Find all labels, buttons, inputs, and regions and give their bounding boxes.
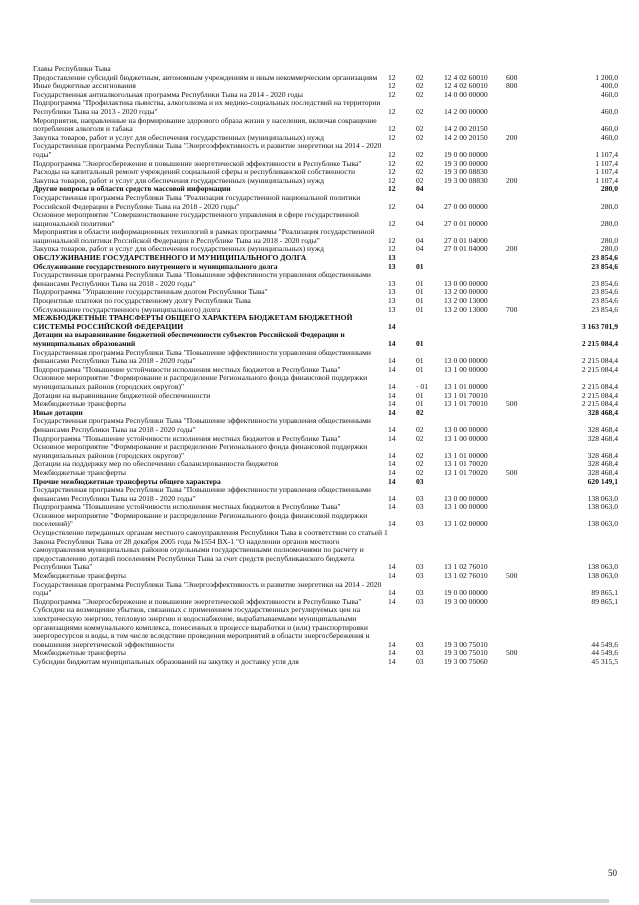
table-row bbox=[33, 211, 618, 228]
row-section: 12 bbox=[388, 218, 396, 228]
row-amount: 44 549,6 bbox=[591, 648, 618, 658]
row-subsection: 02 bbox=[416, 106, 424, 116]
row-expense-type bbox=[506, 160, 544, 169]
row-target-article: 13 1 01 70020 bbox=[444, 459, 488, 469]
row-expense-type bbox=[506, 263, 544, 272]
row-expense-type bbox=[506, 142, 544, 159]
table-row bbox=[33, 271, 618, 288]
row-expense-type bbox=[506, 598, 544, 607]
row-section: 14 bbox=[388, 502, 396, 512]
row-section: 14 bbox=[388, 339, 396, 348]
row-expense-type bbox=[506, 374, 544, 391]
row-subsection: · 01 bbox=[416, 381, 429, 391]
row-section: 12 bbox=[388, 167, 396, 177]
row-name: Подпрограмма "Повышение устойчивости исполнения местных бюджетов в Республике Тыва" bbox=[33, 364, 341, 374]
row-amount: 460,0 bbox=[600, 132, 618, 142]
row-expense-type bbox=[506, 512, 544, 529]
row-target-article bbox=[444, 185, 506, 194]
row-amount: 23 854,6 bbox=[591, 253, 618, 263]
row-amount: 1 107,4 bbox=[595, 175, 618, 185]
row-amount: 45 315,5 bbox=[591, 656, 618, 666]
table-row bbox=[33, 99, 618, 116]
row-name: Предоставление субсидий бюджетным, автономным учреждениям и иным некоммерческим организациям bbox=[33, 72, 378, 82]
row-section: 14 bbox=[388, 424, 396, 434]
row-section: 12 bbox=[388, 124, 396, 134]
row-target-article bbox=[444, 263, 506, 272]
row-amount: 2 215 084,4 bbox=[581, 390, 618, 400]
row-target-article: 14 2 00 20150 bbox=[444, 132, 488, 142]
row-expense-type: 500 bbox=[506, 571, 518, 581]
row-amount: 280,0 bbox=[600, 235, 618, 245]
row-name: Государственная программа Республики Тыва "Энергоэффективность и развитие энергетики на 2014 - 2020 годы" bbox=[33, 141, 382, 159]
row-expense-type: 800 bbox=[506, 81, 518, 91]
row-target-article bbox=[444, 254, 506, 263]
row-subsection: 02 bbox=[416, 167, 424, 177]
row-target-article: 13 0 00 00000 bbox=[444, 356, 488, 366]
row-target-article: 13 2 00 13000 bbox=[444, 296, 488, 306]
row-target-article: 14 0 00 00000 bbox=[444, 89, 488, 99]
row-target-article: 19 0 00 00000 bbox=[444, 588, 488, 598]
row-section: 12 bbox=[388, 175, 396, 185]
row-subsection: 02 bbox=[416, 81, 424, 91]
row-amount: 2 215 084,4 bbox=[581, 381, 618, 391]
row-name: Субсидии бюджетам муниципальных образований на закупку и доставку угля для bbox=[33, 656, 299, 666]
row-section: 12 bbox=[388, 149, 396, 159]
row-section: 14 bbox=[388, 596, 396, 606]
row-section: 14 bbox=[388, 450, 396, 460]
row-name: Осуществление переданных органам местного самоуправления Республики Тыва в соответствии со статьей 1 Закона Республики Тыва от 28 декабря 2005 года №1554 ВХ-1 "О наделении органов местного самоуправления муниципальных районов отдельными государственными полномочиями по расчету и предоставлению дотаций поселениям Республики Тыва за счет средств республиканского бюджета Республики Тыва" bbox=[33, 528, 388, 572]
row-name: Прочие межбюджетные трансферты общего характера bbox=[33, 476, 221, 486]
row-section: 12 bbox=[388, 106, 396, 116]
row-expense-type bbox=[506, 658, 544, 667]
row-section: 14 bbox=[388, 364, 396, 374]
row-subsection: 03 bbox=[416, 656, 424, 666]
row-name: Государственная программа Республики Тыва "Повышение эффективности управления общественными финансами Республики Тыва на 2018 - 2020 годы" bbox=[33, 485, 371, 503]
row-name: Другие вопросы в области средств массовой информации bbox=[33, 184, 231, 194]
row-amount: 23 854,6 bbox=[591, 261, 618, 271]
row-amount: 138 063,0 bbox=[587, 502, 618, 512]
row-expense-type bbox=[506, 91, 544, 100]
row-amount: 23 854,6 bbox=[591, 287, 618, 297]
row-section: 12 bbox=[388, 81, 396, 91]
table-row bbox=[33, 331, 618, 348]
budget-table bbox=[33, 65, 618, 667]
row-name: Основное мероприятие "Формирование и распределение Регионального фонда финансовой поддержки муниципальных районов (городских округов)" bbox=[33, 442, 368, 460]
row-name: МЕЖБЮДЖЕТНЫЕ ТРАНСФЕРТЫ ОБЩЕГО ХАРАКТЕРА БЮДЖЕТАМ БЮДЖЕТНОЙ СИСТЕМЫ РОССИЙСКОЙ ФЕДЕРАЦИИ bbox=[33, 313, 353, 331]
row-section: 14 bbox=[388, 390, 396, 400]
row-target-article: 13 1 02 76010 bbox=[444, 571, 488, 581]
row-subsection: 02 bbox=[416, 175, 424, 185]
row-target-article: 27 0 01 04000 bbox=[444, 235, 488, 245]
table-row bbox=[33, 349, 618, 366]
row-name: Субсидии на возмещение убытков, связанных с применением государственных регулируемых цен на электрическую энергию, тепловую энергию и водоснабжение, вырабатываемыми муниципальными организациями коммунального комплекса, понесенных в процессе выработки и (или) транспортировки энергоресурсов и воды, в том числе вследствие проведения мероприятий в области энергосбережения и повышения энергетической эффективности bbox=[33, 605, 370, 649]
row-name: Основное мероприятие "Формирование и распределение Регионального фонда финансовой поддержки поселений)" bbox=[33, 510, 368, 529]
row-target-article: 19 3 00 75060 bbox=[444, 656, 488, 666]
row-name: Подпрограмма "Энергосбережение и повышение энергетической эффективности в Республике Тыва" bbox=[33, 158, 362, 168]
row-subsection: 01 bbox=[416, 296, 424, 306]
row-expense-type bbox=[506, 271, 544, 288]
row-target-article: 13 0 00 00000 bbox=[444, 424, 488, 434]
row-expense-type bbox=[506, 194, 544, 211]
row-target-article: 19 3 00 08830 bbox=[444, 167, 488, 177]
row-expense-type bbox=[506, 417, 544, 434]
row-target-article bbox=[444, 409, 506, 418]
page-number: 50 bbox=[608, 868, 617, 878]
row-target-article: 19 3 00 00000 bbox=[444, 596, 488, 606]
row-expense-type bbox=[506, 478, 544, 487]
row-expense-type bbox=[506, 185, 544, 194]
row-expense-type bbox=[506, 443, 544, 460]
row-target-article: 19 3 00 00000 bbox=[444, 158, 488, 168]
row-subsection: 03 bbox=[416, 476, 424, 486]
row-target-article: 13 1 01 70010 bbox=[444, 399, 488, 409]
row-section: 12 bbox=[388, 72, 396, 82]
table-row bbox=[33, 228, 618, 245]
row-amount: 328 468,4 bbox=[587, 450, 618, 460]
row-section: 12 bbox=[388, 201, 396, 211]
row-amount: 280,0 bbox=[600, 184, 618, 194]
row-subsection: 02 bbox=[416, 424, 424, 434]
row-target-article: 14 2 00 20150 bbox=[444, 124, 488, 134]
row-name: Мероприятия в области информационных технологий в рамках программы "Реализация государственной национальной политики Российской Федерации в Республике Тыва на 2018 - 2020 годы" bbox=[33, 227, 375, 245]
row-expense-type bbox=[506, 581, 544, 598]
row-target-article bbox=[444, 314, 506, 331]
row-subsection: 03 bbox=[416, 502, 424, 512]
row-amount: 44 549,6 bbox=[591, 639, 618, 649]
row-subsection: 04 bbox=[416, 218, 424, 228]
row-section: 12 bbox=[388, 89, 396, 99]
row-name: Подпрограмма "Повышение устойчивости исполнения местных бюджетов в Республике Тыва" bbox=[33, 433, 341, 443]
row-target-article: 27 0 00 00000 bbox=[444, 201, 488, 211]
row-expense-type: 700 bbox=[506, 304, 518, 314]
row-subsection: 01 bbox=[416, 399, 424, 409]
row-amount: 460,0 bbox=[600, 124, 618, 134]
table-row bbox=[33, 374, 618, 391]
row-amount: 138 063,0 bbox=[587, 571, 618, 581]
row-subsection: 02 bbox=[416, 433, 424, 443]
row-expense-type bbox=[506, 314, 544, 331]
row-section: 14 bbox=[388, 493, 396, 503]
row-amount: 2 215 084,4 bbox=[581, 356, 618, 366]
table-row bbox=[33, 417, 618, 434]
row-expense-type bbox=[506, 254, 544, 263]
budget-table-body bbox=[33, 65, 618, 667]
row-expense-type: 500 bbox=[506, 648, 518, 658]
row-subsection: 03 bbox=[416, 596, 424, 606]
row-subsection: 02 bbox=[416, 158, 424, 168]
row-subsection: 01 bbox=[416, 356, 424, 366]
row-section: 13 bbox=[388, 278, 396, 288]
row-target-article: 13 1 01 70010 bbox=[444, 390, 488, 400]
row-section: 14 bbox=[388, 519, 396, 529]
row-section: 12 bbox=[388, 235, 396, 245]
row-amount: 328 468,4 bbox=[587, 407, 618, 417]
row-amount: 328 468,4 bbox=[587, 459, 618, 469]
row-amount: 620 149,1 bbox=[587, 476, 618, 486]
row-target-article: 14 2 00 00000 bbox=[444, 106, 488, 116]
row-subsection: 03 bbox=[416, 639, 424, 649]
row-name: Подпрограмма "Управление государственным долгом Республики Тыва" bbox=[33, 287, 268, 297]
row-amount: 138 063,0 bbox=[587, 562, 618, 572]
row-expense-type: 200 bbox=[506, 132, 518, 142]
row-name: Межбюджетные трансферты bbox=[33, 399, 126, 409]
row-amount: 89 865,1 bbox=[591, 588, 618, 598]
row-amount: 328 468,4 bbox=[587, 433, 618, 443]
row-subsection: 02 bbox=[416, 450, 424, 460]
row-subsection: 02 bbox=[416, 459, 424, 469]
row-section: 14 bbox=[388, 467, 396, 477]
row-name: Расходы на капитальный ремонт учреждений социальной сферы и республиканской собственности bbox=[33, 167, 356, 177]
row-target-article: 13 0 00 00000 bbox=[444, 493, 488, 503]
row-subsection: 04 bbox=[416, 244, 424, 254]
row-section: 14 bbox=[388, 356, 396, 366]
row-expense-type bbox=[506, 435, 544, 444]
row-expense-type bbox=[506, 503, 544, 512]
row-subsection: 03 bbox=[416, 519, 424, 529]
row-amount: 2 215 084,4 bbox=[581, 399, 618, 409]
table-row bbox=[33, 658, 618, 667]
row-expense-type bbox=[506, 288, 544, 297]
row-subsection: 03 bbox=[416, 571, 424, 581]
row-name: Межбюджетные трансферты bbox=[33, 571, 126, 581]
row-section: 12 bbox=[388, 184, 396, 194]
row-section: 14 bbox=[388, 321, 396, 331]
row-name: Процентные платежи по государственному долгу Республики Тыва bbox=[33, 296, 251, 306]
row-section: 13 bbox=[388, 304, 396, 314]
row-amount: 1 107,4 bbox=[595, 167, 618, 177]
row-section: 12 bbox=[388, 244, 396, 254]
row-subsection: 02 bbox=[416, 89, 424, 99]
row-target-article: 19 3 00 75010 bbox=[444, 639, 488, 649]
row-section: 14 bbox=[388, 648, 396, 658]
row-target-article: 13 1 01 00000 bbox=[444, 381, 488, 391]
row-amount: 138 063,0 bbox=[587, 493, 618, 503]
table-row bbox=[33, 512, 618, 529]
row-section: 14 bbox=[388, 433, 396, 443]
row-amount: 1 200,0 bbox=[595, 72, 618, 82]
row-target-article: 13 1 00 00000 bbox=[444, 433, 488, 443]
row-name: Иные бюджетные ассигнования bbox=[33, 81, 136, 91]
row-target-article: 13 1 02 76010 bbox=[444, 562, 488, 572]
row-subsection: 03 bbox=[416, 493, 424, 503]
row-subsection: 01 bbox=[416, 261, 424, 271]
table-row bbox=[33, 581, 618, 598]
table-row bbox=[33, 486, 618, 503]
row-name: Государственная программа Республики Тыва "Повышение эффективности управления общественными финансами Республики Тыва на 2018 - 2020 годы" bbox=[33, 416, 371, 434]
row-section: 14 bbox=[388, 656, 396, 666]
row-target-article bbox=[444, 478, 506, 487]
row-name: Обслуживание государственного внутреннего и муниципального долга bbox=[33, 261, 278, 271]
row-expense-type bbox=[506, 228, 544, 245]
row-subsection: 02 bbox=[416, 72, 424, 82]
row-section: 13 bbox=[388, 261, 396, 271]
row-target-article: 13 2 00 13000 bbox=[444, 304, 488, 314]
row-amount: 1 107,4 bbox=[595, 158, 618, 168]
row-name: Межбюджетные трансферты bbox=[33, 648, 126, 658]
row-amount: 2 215 084,4 bbox=[581, 364, 618, 374]
table-row bbox=[33, 529, 618, 572]
row-subsection: 02 bbox=[416, 149, 424, 159]
row-expense-type: 500 bbox=[506, 399, 518, 409]
row-subsection: 02 bbox=[416, 132, 424, 142]
row-name: Главы Республики Тыва bbox=[33, 64, 111, 73]
row-expense-type: 200 bbox=[506, 244, 518, 254]
row-subsection: 01 bbox=[416, 339, 424, 348]
row-expense-type bbox=[506, 117, 544, 134]
row-subsection: 04 bbox=[416, 184, 424, 194]
row-amount: 1 107,4 bbox=[595, 149, 618, 159]
table-row bbox=[33, 117, 618, 134]
row-expense-type bbox=[506, 529, 544, 572]
row-section: 14 bbox=[388, 639, 396, 649]
row-expense-type bbox=[506, 409, 544, 418]
row-subsection: 01 bbox=[416, 287, 424, 297]
table-row bbox=[33, 314, 618, 331]
row-subsection: 03 bbox=[416, 588, 424, 598]
row-amount: 89 865,1 bbox=[591, 596, 618, 606]
row-subsection bbox=[416, 314, 444, 331]
row-expense-type bbox=[506, 331, 544, 348]
row-target-article: 12 4 02 60010 bbox=[444, 72, 488, 82]
row-subsection: 01 bbox=[416, 278, 424, 288]
row-name: Основное мероприятие "Совершенствование государственного управления в сфере государственной национальной политики" bbox=[33, 210, 359, 228]
row-name: Подпрограмма "Повышение устойчивости исполнения местных бюджетов в Республике Тыва" bbox=[33, 502, 341, 512]
row-name: ОБСЛУЖИВАНИЕ ГОСУДАРСТВЕННОГО И МУНИЦИПАЛЬНОГО ДОЛГА bbox=[33, 253, 307, 263]
row-subsection: 02 bbox=[416, 467, 424, 477]
row-subsection: 02 bbox=[416, 407, 424, 417]
row-amount: 23 854,6 bbox=[591, 304, 618, 314]
row-target-article: 13 2 00 00000 bbox=[444, 287, 488, 297]
row-name: Межбюджетные трансферты bbox=[33, 467, 126, 477]
row-section: 14 bbox=[388, 571, 396, 581]
row-expense-type: 500 bbox=[506, 467, 518, 477]
row-name: Государственная антиалкогольная программа Республики Тыва на 2014 - 2020 годы bbox=[33, 89, 303, 99]
row-section: 14 bbox=[388, 588, 396, 598]
row-name: Мероприятия, направленные на формирование здорового образа жизни у населения, включая сокращение потребления алкоголя и табака bbox=[33, 115, 377, 134]
row-name: Государственная программа Республики Тыва "Повышение эффективности управления общественными финансами Республики Тыва на 2018 - 2020 годы" bbox=[33, 270, 371, 288]
row-amount: 328 468,4 bbox=[587, 424, 618, 434]
row-section: 14 bbox=[388, 407, 396, 417]
row-subsection: 02 bbox=[416, 124, 424, 134]
row-subsection: 01 bbox=[416, 304, 424, 314]
row-expense-type bbox=[506, 606, 544, 649]
row-amount: 23 854,6 bbox=[591, 278, 618, 288]
row-subsection: 03 bbox=[416, 648, 424, 658]
row-target-article: 13 1 00 00000 bbox=[444, 364, 488, 374]
row-section: 13 bbox=[388, 287, 396, 297]
row-amount: 460,0 bbox=[600, 106, 618, 116]
row-amount: 2 215 084,4 bbox=[581, 339, 618, 348]
table-row bbox=[33, 400, 618, 409]
row-target-article: 13 1 02 00000 bbox=[444, 519, 488, 529]
row-name: Закупка товаров, работ и услуг для обеспечения государственных (муниципальных) нужд bbox=[33, 244, 324, 254]
row-section: 14 bbox=[388, 381, 396, 391]
row-name: Дотации на выравнивание бюджетной обеспеченности субъектов Российской Федерации и муниципальных образований bbox=[33, 330, 345, 348]
row-amount: 23 854,6 bbox=[591, 296, 618, 306]
row-amount: 280,0 bbox=[600, 201, 618, 211]
row-expense-type bbox=[506, 366, 544, 375]
row-name: Подпрограмма "Энергосбережение и повышение энергетической эффективности в Республике Тыва" bbox=[33, 596, 362, 606]
table-row bbox=[33, 194, 618, 211]
row-name: Закупка товаров, работ и услуг для обеспечения государственных (муниципальных) нужд bbox=[33, 132, 324, 142]
row-target-article: 13 1 01 00000 bbox=[444, 450, 488, 460]
row-amount: 328 468,4 bbox=[587, 467, 618, 477]
row-expense-type bbox=[506, 211, 544, 228]
row-section: 12 bbox=[388, 158, 396, 168]
row-section: 13 bbox=[388, 253, 396, 263]
row-name: Государственная программа Республики Тыва "Реализация государственной национальной политики Российской Федерации в Республике Тыва на 2018 - 2020 годы" bbox=[33, 192, 361, 211]
row-subsection: 01 bbox=[416, 390, 424, 400]
row-target-article: 19 0 00 00000 bbox=[444, 149, 488, 159]
row-expense-type: 200 bbox=[506, 175, 518, 185]
row-section: 12 bbox=[388, 132, 396, 142]
row-expense-type bbox=[506, 349, 544, 366]
table-row bbox=[33, 606, 618, 649]
row-target-article: 27 0 01 04000 bbox=[444, 244, 488, 254]
row-target-article: 13 1 01 70020 bbox=[444, 467, 488, 477]
row-expense-type bbox=[506, 99, 544, 116]
row-target-article: 19 3 00 75010 bbox=[444, 648, 488, 658]
row-name: Иные дотации bbox=[33, 407, 83, 417]
row-subsection: 04 bbox=[416, 201, 424, 211]
row-amount: 280,0 bbox=[600, 244, 618, 254]
row-target-article bbox=[444, 331, 506, 348]
row-target-article: 19 3 00 08830 bbox=[444, 175, 488, 185]
row-amount: 280,0 bbox=[600, 218, 618, 228]
row-name: Основное мероприятие "Формирование и распределение Регионального фонда финансовой поддержки муниципальных районов (городских округов)" bbox=[33, 373, 368, 391]
row-amount: 3 163 701,9 bbox=[581, 321, 618, 331]
row-section: 13 bbox=[388, 296, 396, 306]
row-amount: 138 063,0 bbox=[587, 519, 618, 529]
row-section: 14 bbox=[388, 459, 396, 469]
row-target-article: 12 4 02 60010 bbox=[444, 81, 488, 91]
row-name: Государственная программа Республики Тыва "Энергоэффективность и развитие энергетики на 2014 - 2020 годы" bbox=[33, 579, 382, 598]
row-amount: 460,0 bbox=[600, 89, 618, 99]
row-subsection: 01 bbox=[416, 364, 424, 374]
table-row bbox=[33, 443, 618, 460]
row-name: Государственная программа Республики Тыва "Повышение эффективности управления общественными финансами Республики Тыва на 2018 - 2020 годы" bbox=[33, 347, 371, 366]
row-amount: 400,0 bbox=[600, 81, 618, 91]
row-name: Дотации на выравнивание бюджетной обеспеченности bbox=[33, 390, 211, 400]
row-section: 14 bbox=[388, 562, 396, 572]
table-row bbox=[33, 142, 618, 159]
row-target-article: 27 0 01 00000 bbox=[444, 218, 488, 228]
row-expense-type bbox=[506, 486, 544, 503]
row-subsection: 03 bbox=[416, 562, 424, 572]
row-name: Обслуживание государственного (муниципального) долга bbox=[33, 304, 221, 314]
row-subsection: 04 bbox=[416, 235, 424, 245]
scan-artifact-strip bbox=[30, 899, 609, 903]
row-target-article: 13 0 00 00000 bbox=[444, 278, 488, 288]
row-name: Подпрограмма "Профилактика пьянства, алкоголизма и их медико-социальных последствий на территории Республики Тыва на 2013 - 2020 годы" bbox=[33, 98, 381, 116]
row-section: 14 bbox=[388, 399, 396, 409]
row-name: Дотации на поддержку мер по обеспечению сбалансированности бюджетов bbox=[33, 459, 279, 469]
row-name: Закупка товаров, работ и услуг для обеспечения государственных (муниципальных) нужд bbox=[33, 175, 324, 185]
row-section: 14 bbox=[388, 476, 396, 486]
row-target-article: 13 1 00 00000 bbox=[444, 502, 488, 512]
row-expense-type: 600 bbox=[506, 72, 518, 82]
